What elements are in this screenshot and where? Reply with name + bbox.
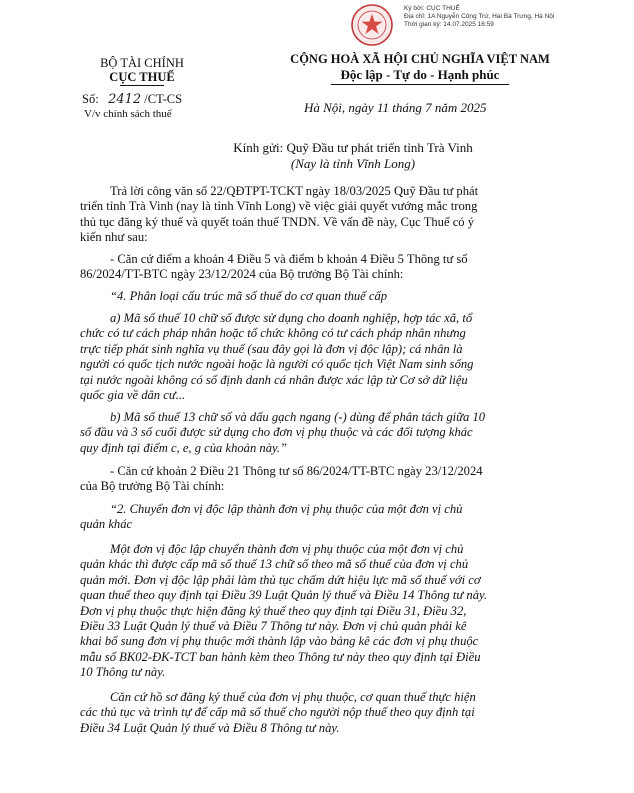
document-subject: V/v chính sách thuế xyxy=(84,108,172,120)
text-line: các thủ tục và trình tự để cấp mã số thuế cho người nộp thuế theo quy định tại xyxy=(80,705,475,720)
doc-number-suffix: /CT-CS xyxy=(144,92,183,106)
document-number xyxy=(82,92,182,107)
date-month-label: tháng xyxy=(392,100,422,115)
digital-signature-info xyxy=(404,5,632,29)
signature-time: Thời gian ký: 14.07.2025 16:59 xyxy=(404,21,494,28)
national-motto xyxy=(270,52,570,85)
sub-agency-name: CỤC THUẾ xyxy=(109,70,175,84)
quote-heading-4 xyxy=(80,289,562,304)
text-line: Đơn vị phụ thuộc thực hiện đăng ký thuế theo quy định tại Điều 31, Điều 32, xyxy=(80,603,467,618)
text-line: quốc gia về dân cư... xyxy=(80,388,186,403)
doc-number-handwritten: 2412 xyxy=(108,92,142,107)
motto-underline xyxy=(331,84,509,85)
paragraph-basis-1 xyxy=(80,252,562,283)
text-line: quản khác xyxy=(80,517,133,532)
date-prefix: Hà Nội, ngày xyxy=(304,100,374,115)
text-line: b) Mã số thuế 13 chữ số và dấu gạch ngang (-) dùng để phân tách giữa 10 xyxy=(110,410,486,424)
nation-name: CỘNG HOÀ XÃ HỘI CHỦ NGHĨA VIỆT NAM xyxy=(290,52,550,66)
text-line: Điều 34 Luật Quản lý thuế và Điều 8 Thông tư này. xyxy=(80,720,340,735)
text-line: người có quốc tịch nước ngoài hoặc là người có quốc tịch Việt Nam sinh sống xyxy=(80,357,474,372)
recipient-block xyxy=(173,140,533,172)
text-line: quản mới. Đơn vị độc lập phải làm thủ tục chấm dứt hiệu lực mã số thuế với cơ xyxy=(80,572,481,587)
date-year: năm 2025 xyxy=(434,100,487,115)
paragraph-basis-2 xyxy=(80,464,562,495)
text-line: triển tỉnh Trà Vinh (nay là tỉnh Vĩnh Long) về việc giải quyết vướng mắc trong xyxy=(80,199,478,214)
quote-point-a xyxy=(80,311,562,403)
quote-transfer-rule xyxy=(80,542,562,681)
date-line xyxy=(304,100,487,116)
text-line: a) Mã số thuế 10 chữ số được sử dụng cho doanh nghiệp, hợp tác xã, tổ xyxy=(110,311,473,325)
agency-name: BỘ TÀI CHÍNH xyxy=(100,56,184,70)
recipient-sub: (Nay là tỉnh Vĩnh Long) xyxy=(290,156,416,171)
signature-address: Địa chỉ: 1A Nguyễn Công Trứ, Hai Bà Trưng, Hà Nội xyxy=(404,13,555,20)
quote-point-b xyxy=(80,410,562,456)
emblem-seal-icon xyxy=(350,3,394,47)
text-line: chức có tư cách pháp nhân hoặc tổ chức không có tư cách pháp nhân nhưng xyxy=(80,326,466,341)
text-line: Điều 33 Luật Quản lý thuế và Điều 7 Thông tư này. Đơn vị chủ quản phải kê xyxy=(80,619,467,634)
date-day: 11 xyxy=(376,100,389,115)
text-line: “4. Phân loại cấu trúc mã số thuế do cơ quan thuế cấp xyxy=(110,289,388,303)
text-line: - Căn cứ điểm a khoản 4 Điều 5 và điểm b khoản 4 Điều 5 Thông tư số xyxy=(110,252,468,266)
text-line: 86/2024/TT-BTC ngày 23/12/2024 của Bộ trưởng Bộ Tài chính: xyxy=(80,267,404,282)
text-line: - Căn cứ khoản 2 Điều 21 Thông tư số 86/2024/TT-BTC ngày 23/12/2024 xyxy=(110,464,483,478)
doc-number-prefix: Số: xyxy=(82,92,99,106)
issuing-agency xyxy=(72,56,212,86)
text-line: tại nước ngoài không có số định danh cá nhân được xác lập từ Cơ sở dữ liệu xyxy=(80,372,468,387)
text-line: quản khác thì được cấp mã số thuế 13 chữ số theo mã số thuế của đơn vị chủ xyxy=(80,557,469,572)
text-line: thủ tục đăng ký thuế và quyết toán thuế TNDN. Về vấn đề này, Cục Thuế có ý xyxy=(80,214,475,229)
text-line: khai bổ sung đơn vị phụ thuộc mới thành lập vào bảng kê các đơn vị phụ thuộc xyxy=(80,634,479,649)
paragraph-reply xyxy=(80,184,562,246)
text-line: trực tiếp phát sinh nghĩa vụ thuế (sau đây gọi là đơn vị độc lập); cá nhân là xyxy=(80,341,463,356)
quote-registration-procedure xyxy=(80,690,562,736)
recipient-line: Kính gửi: Quỹ Đầu tư phát triển tỉnh Trà Vinh xyxy=(233,140,473,155)
quote-heading-2 xyxy=(80,502,562,533)
slogan: Độc lập - Tự do - Hạnh phúc xyxy=(340,67,500,82)
text-line: của Bộ trưởng Bộ Tài chính: xyxy=(80,479,225,494)
agency-underline xyxy=(120,85,164,86)
date-month: 7 xyxy=(425,100,432,115)
text-line: quy định tại điểm c, e, g của khoản này.” xyxy=(80,440,288,455)
text-line: 10 Thông tư này. xyxy=(80,665,166,680)
text-line: mẫu số BK02-ĐK-TCT ban hành kèm theo Thông tư này theo quy định tại Điều xyxy=(80,649,481,664)
text-line: kiến như sau: xyxy=(80,230,148,245)
text-line: Một đơn vị độc lập chuyển thành đơn vị phụ thuộc của một đơn vị chủ xyxy=(110,542,464,556)
signature-signer: Ký bởi: CỤC THUẾ xyxy=(404,5,460,12)
text-line: Căn cứ hồ sơ đăng ký thuế của đơn vị phụ thuộc, cơ quan thuế thực hiện xyxy=(110,690,476,704)
text-line: số đầu và 3 số cuối được sử dụng cho đơn vị phụ thuộc và các đối tượng khác xyxy=(80,425,473,440)
text-line: “2. Chuyển đơn vị độc lập thành đơn vị phụ thuộc của một đơn vị chủ xyxy=(110,502,463,516)
text-line: quan thuế theo quy định tại Điều 39 Luật Quản lý thuế và Điều 14 Thông tư này. xyxy=(80,588,488,603)
text-line: Trả lời công văn số 22/QĐTPT-TCKT ngày 18/03/2025 Quỹ Đầu tư phát xyxy=(110,184,479,198)
